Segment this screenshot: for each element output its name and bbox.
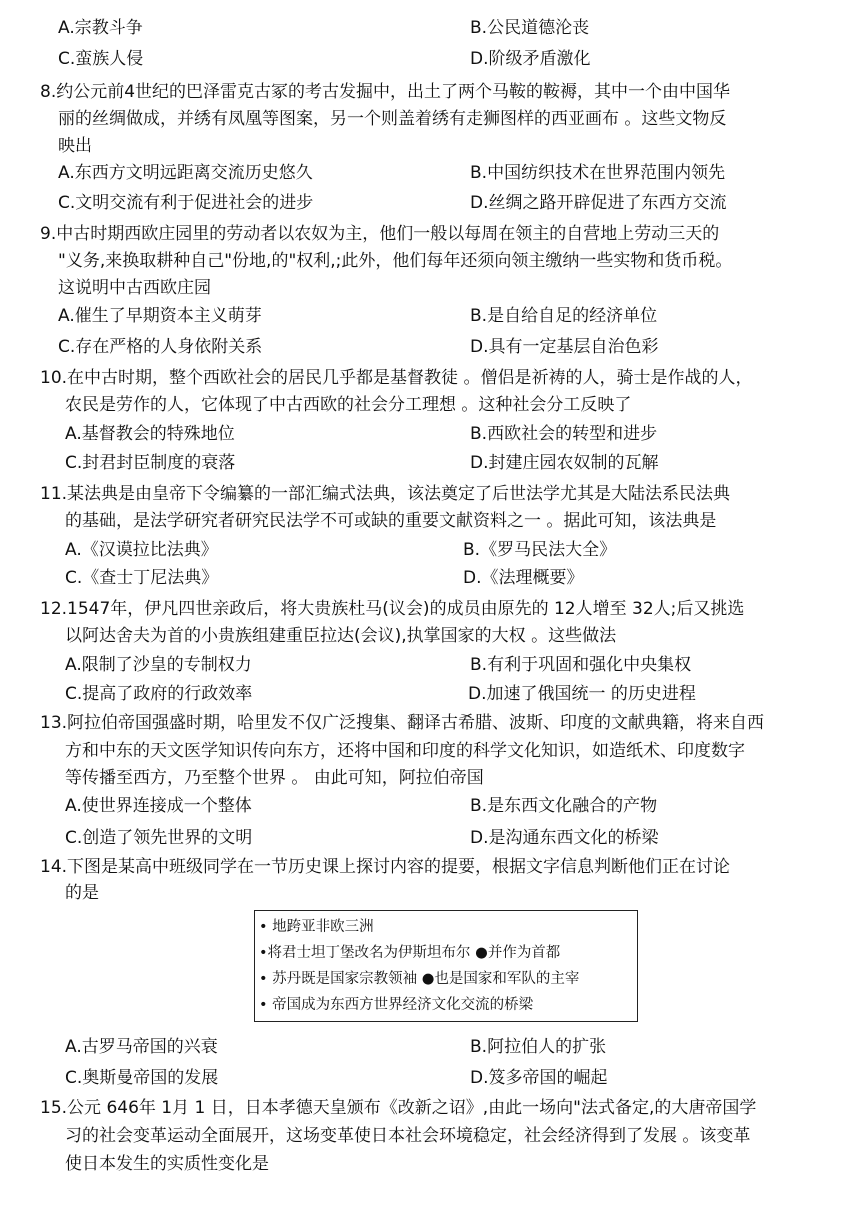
- q14-summary-box: [254, 910, 638, 1022]
- q14-stem-line-2: 的是: [65, 883, 99, 903]
- q15-stem-line-2: 习的社会变革运动全面展开，这场变革使日本社会环境稳定，社会经济得到了发展 。该变革: [65, 1126, 751, 1146]
- q9-option-c[interactable]: C.存在严格的人身依附关系: [58, 337, 263, 357]
- q14-box-line-2: •将君士坦丁堡改名为伊斯坦布尔 ●并作为首都: [259, 945, 561, 961]
- q13-option-d[interactable]: D.是沟通东西文化的桥梁: [470, 828, 659, 848]
- q10-stem-line-2: 农民是劳作的人，它体现了中古西欧的社会分工理想 。这种社会分工反映了: [65, 395, 632, 415]
- q13-option-c[interactable]: C.创造了领先世界的文明: [65, 828, 253, 848]
- q8-stem-line-1: 8.约公元前4世纪的巴泽雷克古冢的考古发掘中，出土了两个马鞍的鞍褥，其中一个由中国华: [40, 82, 731, 102]
- q8-stem-line-3: 映出: [58, 136, 92, 156]
- q8-option-c[interactable]: C.文明交流有利于促进社会的进步: [58, 193, 314, 213]
- q7-option-b[interactable]: B.公民道德沦丧: [470, 18, 590, 38]
- q14-box-line-1: • 地跨亚非欧三洲: [259, 919, 374, 935]
- q11-option-b[interactable]: B.《罗马民法大全》: [463, 540, 617, 560]
- q8-option-d[interactable]: D.丝绸之路开辟促进了东西方交流: [470, 193, 727, 213]
- q9-option-b[interactable]: B.是自给自足的经济单位: [470, 306, 658, 326]
- q10-option-b[interactable]: B.西欧社会的转型和进步: [470, 424, 658, 444]
- q13-option-b[interactable]: B.是东西文化融合的产物: [470, 796, 658, 816]
- q14-box-line-3: • 苏丹既是国家宗教领袖 ●也是国家和军队的主宰: [259, 971, 580, 987]
- q10-option-c[interactable]: C.封君封臣制度的衰落: [65, 453, 236, 473]
- q13-stem-line-1: 13.阿拉伯帝国强盛时期，哈里发不仅广泛搜集、翻译古希腊、波斯、印度的文献典籍，将来自西: [40, 713, 765, 733]
- q12-stem-line-1: 12.1547年，伊凡四世亲政后，将大贵族杜马(议会)的成员由原先的 12人增至 32人;后又挑选: [40, 599, 745, 619]
- q13-stem-line-2: 方和中东的天文医学知识传向东方，还将中国和印度的科学文化知识，如造纸术、印度数字: [65, 741, 745, 761]
- q14-box-line-4: • 帝国成为东西方世界经济文化交流的桥梁: [259, 997, 534, 1013]
- q12-option-c[interactable]: C.提高了政府的行政效率: [65, 684, 253, 704]
- q10-option-d[interactable]: D.封建庄园农奴制的瓦解: [470, 453, 659, 473]
- q13-option-a[interactable]: A.使世界连接成一个整体: [65, 796, 252, 816]
- q8-stem-line-2: 丽的丝绸做成，并绣有凤凰等图案，另一个则盖着绣有走狮图样的西亚画布 。这些文物反: [58, 109, 727, 129]
- q11-option-a[interactable]: A.《汉谟拉比法典》: [65, 540, 218, 560]
- q9-option-a[interactable]: A.催生了早期资本主义萌芽: [58, 306, 262, 326]
- q11-option-c[interactable]: C.《查士丁尼法典》: [65, 568, 219, 588]
- q14-option-a[interactable]: A.古罗马帝国的兴衰: [65, 1037, 218, 1057]
- q8-option-a[interactable]: A.东西方文明远距离交流历史悠久: [58, 163, 313, 183]
- q13-stem-line-3: 等传播至西方，乃至整个世界 。 由此可知，阿拉伯帝国: [65, 768, 484, 788]
- q14-option-b[interactable]: B.阿拉伯人的扩张: [470, 1037, 607, 1057]
- q11-stem-line-2: 的基础，是法学研究者研究民法学不可或缺的重要文献资料之一 。据此可知，该法典是: [65, 511, 717, 531]
- q12-stem-line-2: 以阿达舍夫为首的小贵族组建重臣拉达(会议),执掌国家的大权 。这些做法: [65, 626, 617, 646]
- q15-stem-line-3: 使日本发生的实质性变化是: [65, 1154, 269, 1174]
- q14-stem-line-1: 14.下图是某高中班级同学在一节历史课上探讨内容的提要，根据文字信息判断他们正在讨论: [40, 857, 731, 877]
- q9-stem-line-3: 这说明中古西欧庄园: [58, 278, 211, 298]
- q12-option-b[interactable]: B.有利于巩固和强化中央集权: [470, 655, 692, 675]
- q7-option-c[interactable]: C.蛮族人侵: [58, 49, 144, 69]
- q9-option-d[interactable]: D.具有一定基层自治色彩: [470, 337, 659, 357]
- q10-option-a[interactable]: A.基督教会的特殊地位: [65, 424, 235, 444]
- q10-stem-line-1: 10.在中古时期，整个西欧社会的居民几乎都是基督教徒 。僧侣是祈祷的人，骑士是作战的人，: [40, 368, 753, 388]
- q14-option-c[interactable]: C.奥斯曼帝国的发展: [65, 1068, 219, 1088]
- q9-stem-line-2: "义务,来换取耕种自己"份地,的"权利,;此外，他们每年还须向领主缴纳一些实物和货币税。: [58, 251, 733, 271]
- q12-option-d[interactable]: D.加速了俄国统一 的历史进程: [468, 684, 696, 704]
- q15-stem-line-1: 15.公元 646年 1月 1 日，日本孝德天皇颁布《改新之诏》,由此一场向"法式备定,的大唐帝国学: [40, 1098, 757, 1118]
- q14-option-d[interactable]: D.笈多帝国的崛起: [470, 1068, 608, 1088]
- q11-option-d[interactable]: D.《法理概要》: [463, 568, 584, 588]
- q7-option-d[interactable]: D.阶级矛盾激化: [470, 49, 591, 69]
- q8-option-b[interactable]: B.中国纺织技术在世界范围内领先: [470, 163, 726, 183]
- q12-option-a[interactable]: A.限制了沙皇的专制权力: [65, 655, 252, 675]
- q11-stem-line-1: 11.某法典是由皇帝下令编纂的一部汇编式法典，该法奠定了后世法学尤其是大陆法系民法典: [40, 484, 731, 504]
- q9-stem-line-1: 9.中古时期西欧庄园里的劳动者以农奴为主，他们一般以每周在领主的自营地上劳动三天的: [40, 224, 720, 244]
- q7-option-a[interactable]: A.宗教斗争: [58, 18, 143, 38]
